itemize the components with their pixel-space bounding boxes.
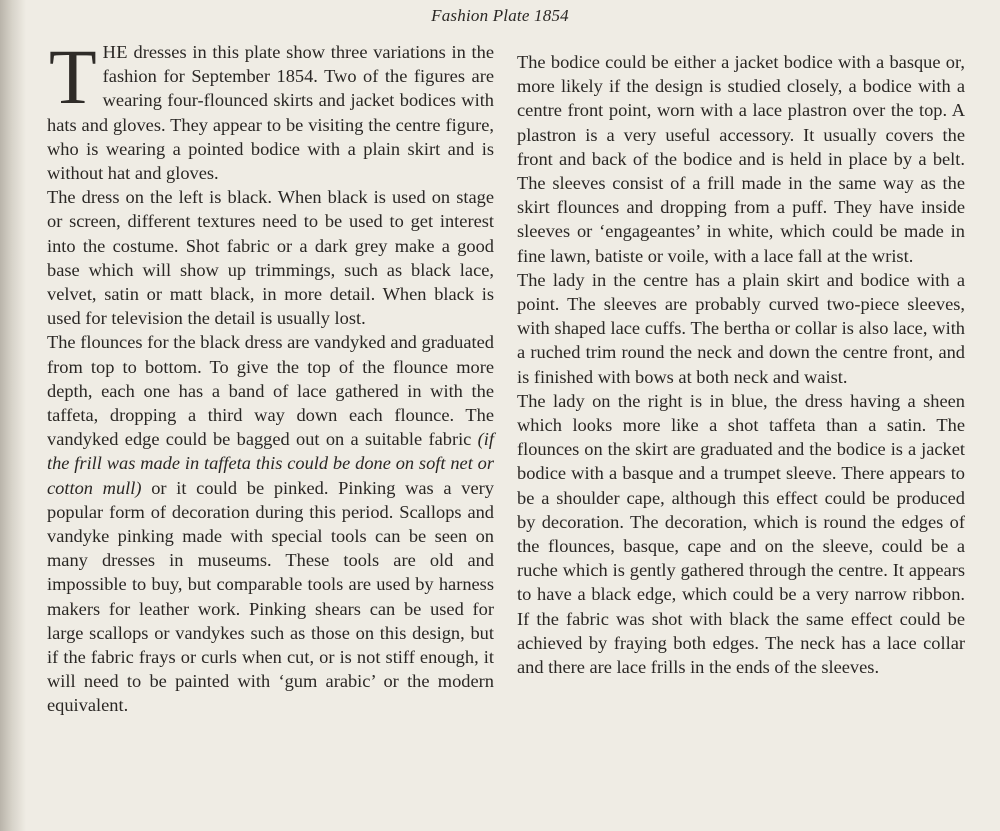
left-paragraph-2: The dress on the left is black. When black is used on stage or screen, different textures need to be used to get interest into the costume. Shot fabric or a dark grey make a good base which will show up trimmings, such as black lace, velvet, satin or matt black, in more detail. When black is used for television the detail is usually lost. [47, 187, 494, 329]
right-paragraph-3: The lady on the right is in blue, the dress having a sheen which looks more like a shot taffeta than a satin. The flounces on the skirt are graduated and the bodice is a jacket bodice with a basque and a trumpet sleeve. There appears to be a shoulder cape, although this effect could be produced by decoration. The decoration, which is round the edges of the flounces, basque, cape and on the sleeve, could be a ruche which is gently gathered through the centre. It appears to have a black edge, which could be a very narrow ribbon. If the fabric was shot with black the same effect could be achieved by fraying both edges. The neck has a lace collar and there are lace frills in the ends of the sleeves. [517, 390, 965, 678]
running-head: Fashion Plate 1854 [431, 6, 569, 25]
left-paragraph-1-text: dresses in this plate show three variations in the fashion for September 1854. Two of the figures are wearing four-flounced skirts and jacket bodices with hats and gloves. They appear to be visiting the centre figure, who is wearing a pointed bodice with a plain skirt and is without hat and gloves. [47, 42, 494, 184]
drop-cap: T [49, 33, 97, 120]
left-paragraph-3-text-b: or it could be pinked. Pinking was a very popular form of decoration during this period. Scallops and vandyke pinking made with special tools can be seen on many dresses in museums. These tools are old and impossible to buy, but comparable tools are used by harness makers for leather work. Pinking shears can be used for large scallops or vandykes such as those on this design, but if the fabric frays or curls when cut, or is not stiff enough, it will need to be painted with ‘gum arabic’ or the modern equivalent. [47, 477, 494, 716]
left-paragraph-3 [47, 330, 494, 717]
right-paragraph-2: The lady in the centre has a plain skirt and bodice with a point. The sleeves are probably curved two-piece sleeves, with shaped lace cuffs. The bertha or collar is also lace, with a ruched trim round the neck and down the centre front, and is finished with bows at both neck and waist. [517, 269, 965, 387]
left-paragraph-1 [47, 33, 494, 185]
paragraph-opening-word: HE [102, 42, 128, 62]
right-column [517, 50, 965, 679]
left-paragraph-3-text-a: The flounces for the black dress are vandyked and graduated from top to bottom. To give the top of the flounce more depth, each one has a band of lace gathered in with the taffeta, dropping a third way down each flounce. The vandyked edge could be bagged out on a suitable fabric [47, 332, 494, 450]
right-paragraph-1: The bodice could be either a jacket bodice with a basque or, more likely if the design is studied closely, a bodice with a centre front point, worn with a lace plastron over the top. A plastron is a very useful accessory. It usually covers the front and back of the bodice and is held in place by a belt. The sleeves consist of a frill made in the same way as the skirt flounces and dropping from a puff. They have inside sleeves or ‘engageantes’ in white, which could be made in fine lawn, batiste or voile, with a lace fall at the wrist. [517, 52, 965, 266]
italic-aside: (if the frill was made in taffeta this could be done on soft net or cotton mull) [47, 429, 494, 498]
page-gutter-shadow [0, 0, 26, 831]
left-column [47, 33, 494, 718]
